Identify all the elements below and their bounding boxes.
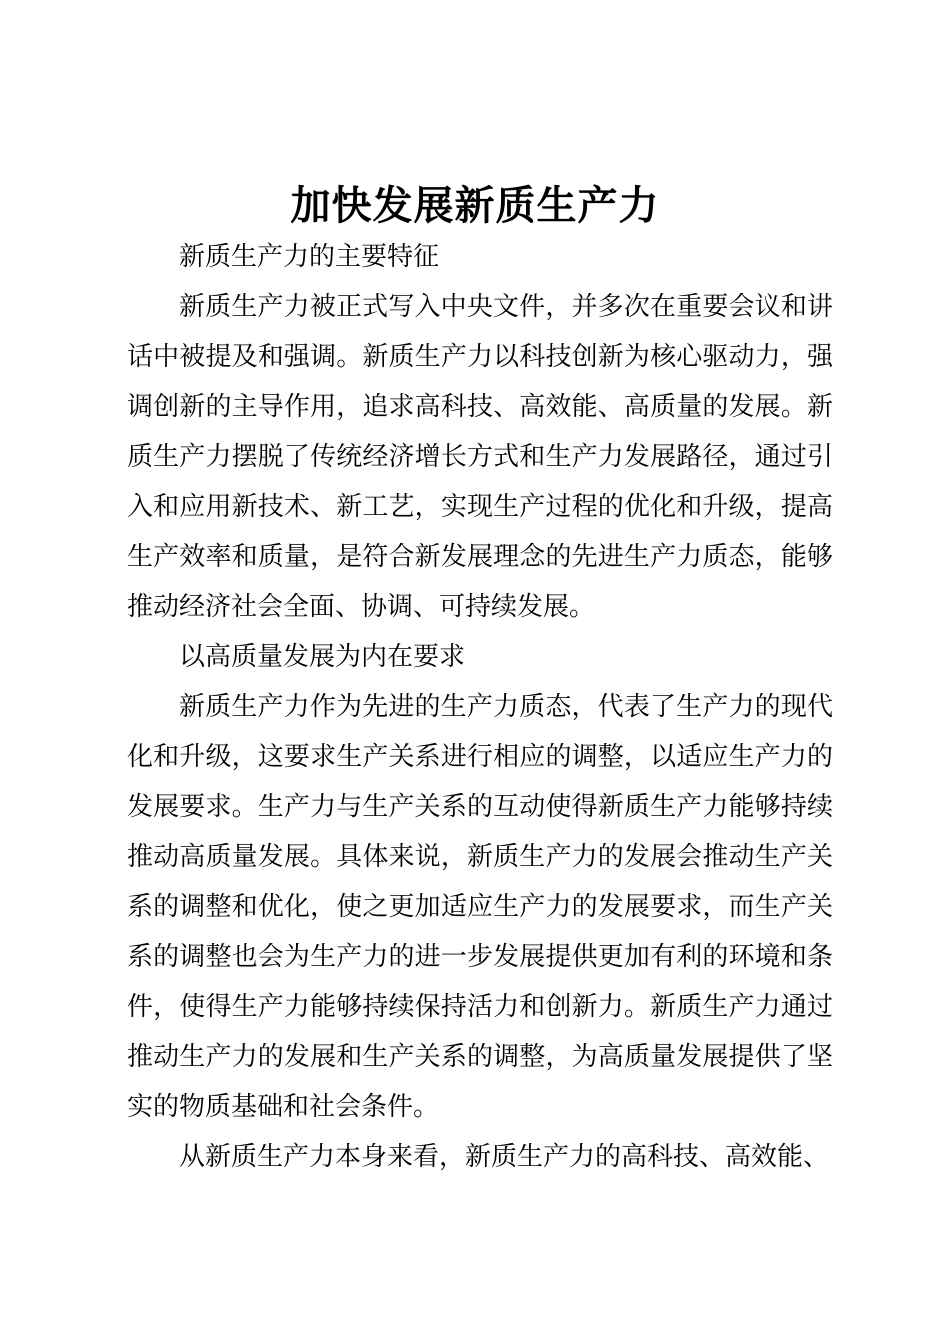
section-heading: 以高质量发展为内在要求: [179, 642, 466, 672]
document-body: [127, 232, 833, 1182]
section-heading: 新质生产力的主要特征: [179, 242, 440, 272]
paragraph: 新质生产力作为先进的生产力质态，代表了生产力的现代化和升级，这要求生产关系进行相应的调整，以适应生产力的发展要求。生产力与生产关系的互动使得新质生产力能够持续推动高质量发展。具体来说，新质生产力的发展会推动生产关系的调整和优化，使之更加适应生产力的发展要求，而生产关系的调整也会为生产力的进一步发展提供更加有利的环境和条件，使得生产力能够持续保持活力和创新力。新质生产力通过推动生产力的发展和生产关系的调整，为高质量发展提供了坚实的物质基础和社会条件。: [127, 692, 833, 1122]
document-title: 加快发展新质生产力: [290, 183, 660, 229]
paragraph: 从新质生产力本身来看，新质生产力的高科技、高效能、: [179, 1142, 830, 1172]
paragraph: 新质生产力被正式写入中央文件，并多次在重要会议和讲话中被提及和强调。新质生产力以科技创新为核心驱动力，强调创新的主导作用，追求高科技、高效能、高质量的发展。新质生产力摆脱了传统经济增长方式和生产力发展路径，通过引入和应用新技术、新工艺，实现生产过程的优化和升级，提高生产效率和质量，是符合新发展理念的先进生产力质态，能够推动经济社会全面、协调、可持续发展。: [127, 292, 833, 622]
